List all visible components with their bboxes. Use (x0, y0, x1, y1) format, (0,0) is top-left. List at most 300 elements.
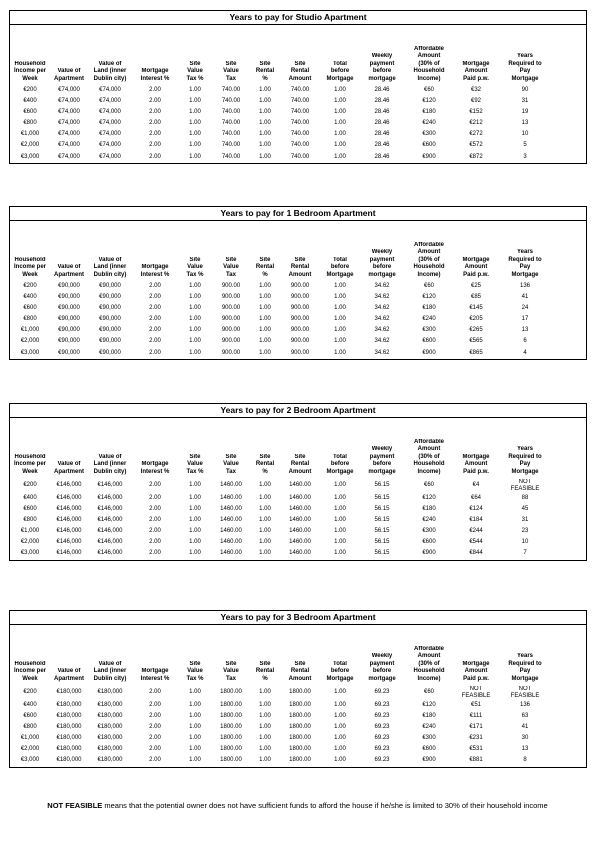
cell-years-required: 24 (521, 305, 529, 312)
column-header-site-rental-amount: Site Rental Amount (288, 256, 312, 278)
cell-value-of-land: €180,000 (97, 735, 123, 742)
cell-total-before-mortgage: 1.00 (334, 142, 346, 149)
cell-years-required: 30 (521, 735, 529, 742)
cell-affordable-amount: €900 (422, 153, 436, 160)
cell-value-of-land: €90,000 (99, 305, 121, 312)
cell-years-required: 3 (523, 153, 527, 160)
cell-site-value-tax-pct: 1.00 (189, 517, 201, 524)
cell-value-of-apartment: €90,000 (58, 283, 80, 289)
cell-value-of-land: €90,000 (99, 283, 121, 289)
cell-mortgage-paid-pw: €85 (470, 294, 481, 301)
column-header-weekly-payment: Weekly payment before mortgage (368, 249, 396, 278)
cell-mortgage-interest: 2.00 (149, 327, 161, 334)
table-row (10, 96, 586, 107)
cell-site-value-tax: 740.00 (221, 153, 241, 160)
table-header-row (10, 625, 586, 685)
column-header-total-before-mortgage: Total before Mortgage (326, 60, 354, 82)
table-title: Years to pay for 2 Bedroom Apartment (10, 404, 586, 418)
cell-site-value-tax: 900.00 (221, 327, 241, 334)
cell-mortgage-paid-pw: €531 (469, 746, 483, 753)
table-row (10, 548, 586, 559)
cell-total-before-mortgage: 1.00 (334, 98, 346, 105)
cell-site-value-tax-pct: 1.00 (189, 702, 201, 708)
cell-income-per-week: €1,000 (20, 131, 40, 138)
cell-affordable-amount: €240 (422, 316, 436, 323)
cell-site-rental-pct: 1.00 (259, 305, 271, 312)
cell-value-of-land: €90,000 (99, 338, 121, 345)
cell-mortgage-interest: 2.00 (149, 109, 161, 116)
column-header-weekly-payment: Weekly payment before mortgage (368, 653, 396, 682)
cell-mortgage-interest: 2.00 (149, 757, 161, 764)
column-header-affordable-amount: Affordable Amount (30% of Household Income) (413, 241, 445, 278)
cell-value-of-land: €90,000 (99, 349, 121, 356)
cell-total-before-mortgage: 1.00 (334, 87, 346, 93)
cell-mortgage-interest: 2.00 (149, 713, 161, 720)
table-2-bedroom (9, 403, 587, 561)
cell-site-value-tax: 1460.00 (220, 517, 242, 524)
cell-total-before-mortgage: 1.00 (334, 713, 346, 720)
cell-value-of-apartment: €180,000 (56, 746, 82, 753)
cell-affordable-amount: €120 (422, 495, 436, 501)
cell-weekly-payment: 34.62 (374, 316, 390, 323)
cell-value-of-land: €180,000 (97, 713, 123, 720)
cell-site-rental-pct: 1.00 (259, 506, 271, 513)
cell-site-value-tax: 900.00 (221, 294, 241, 301)
table-header-row (10, 25, 586, 85)
cell-weekly-payment: 69.23 (374, 688, 390, 695)
cell-years-required: 7 (523, 550, 527, 557)
cell-total-before-mortgage: 1.00 (334, 109, 346, 116)
column-header-affordable-amount: Affordable Amount (30% of Household Income) (413, 45, 445, 82)
cell-site-value-tax-pct: 1.00 (189, 142, 201, 149)
column-header-mortgage-paid-pw: Mortgage Amount Paid p.w. (462, 660, 490, 682)
column-header-total-before-mortgage: Total before Mortgage (326, 453, 354, 475)
cell-site-value-tax: 900.00 (221, 316, 241, 323)
cell-mortgage-interest: 2.00 (149, 746, 161, 753)
cell-mortgage-paid-pw: €51 (470, 702, 481, 708)
cell-years-required: 5 (523, 142, 527, 149)
cell-site-rental-pct: 1.00 (259, 338, 271, 345)
cell-years-required: 17 (521, 316, 529, 323)
cell-value-of-land: €74,000 (99, 120, 121, 127)
cell-weekly-payment: 69.23 (374, 735, 390, 742)
cell-years-required: 136 (519, 283, 530, 289)
cell-site-value-tax-pct: 1.00 (189, 713, 201, 720)
cell-affordable-amount: €60 (423, 87, 434, 93)
cell-value-of-land: €74,000 (99, 131, 121, 138)
cell-weekly-payment: 28.46 (374, 98, 390, 105)
cell-weekly-payment: 56.15 (374, 481, 390, 488)
table-row (10, 325, 586, 336)
table-row (10, 118, 586, 129)
cell-years-required: 19 (521, 109, 529, 116)
column-header-site-value-tax-pct: Site Value Tax % (186, 256, 204, 278)
cell-value-of-apartment: €90,000 (58, 338, 80, 345)
cell-weekly-payment: 56.15 (374, 495, 390, 501)
cell-site-value-tax: 900.00 (221, 305, 241, 312)
cell-total-before-mortgage: 1.00 (334, 735, 346, 742)
column-header-income-per-week: Household Income per Week (13, 256, 46, 278)
table-row (10, 685, 586, 700)
cell-total-before-mortgage: 1.00 (334, 517, 346, 524)
cell-income-per-week: €800 (23, 120, 37, 127)
cell-affordable-amount: €120 (422, 702, 436, 708)
table-row (10, 281, 586, 292)
cell-mortgage-interest: 2.00 (149, 120, 161, 127)
column-header-site-value-tax: Site Value Tax (223, 660, 239, 682)
cell-mortgage-paid-pw: €64 (470, 495, 481, 501)
column-header-site-rental-pct: Site Rental % (255, 256, 275, 278)
cell-site-rental-pct: 1.00 (259, 98, 271, 105)
cell-site-rental-pct: 1.00 (259, 316, 271, 323)
cell-mortgage-interest: 2.00 (149, 338, 161, 345)
cell-value-of-land: €180,000 (97, 688, 123, 695)
cell-affordable-amount: €240 (422, 517, 436, 524)
cell-value-of-apartment: €74,000 (58, 142, 80, 149)
column-header-weekly-payment: Weekly payment before mortgage (368, 446, 396, 475)
cell-mortgage-paid-pw: €231 (469, 735, 483, 742)
cell-total-before-mortgage: 1.00 (334, 316, 346, 323)
table-row (10, 711, 586, 722)
cell-weekly-payment: 28.46 (374, 153, 390, 160)
cell-mortgage-interest: 2.00 (149, 528, 161, 535)
cell-value-of-apartment: €180,000 (56, 688, 82, 695)
cell-mortgage-paid-pw: €244 (469, 528, 483, 535)
cell-total-before-mortgage: 1.00 (334, 131, 346, 138)
cell-income-per-week: €2,000 (20, 142, 40, 149)
cell-affordable-amount: €300 (422, 131, 436, 138)
cell-site-rental-amount: 1800.00 (289, 735, 311, 742)
table-row (10, 526, 586, 537)
table-row (10, 140, 586, 151)
table-row (10, 478, 586, 493)
cell-income-per-week: €600 (23, 506, 37, 513)
cell-years-required: 4 (523, 349, 527, 356)
cell-value-of-apartment: €146,000 (56, 495, 82, 501)
cell-affordable-amount: €600 (422, 539, 436, 546)
cell-income-per-week: €600 (23, 109, 37, 116)
cell-income-per-week: €3,000 (20, 550, 40, 557)
cell-affordable-amount: €120 (422, 294, 436, 301)
cell-weekly-payment: 34.62 (374, 327, 390, 334)
cell-weekly-payment: 34.62 (374, 349, 390, 356)
cell-site-value-tax-pct: 1.00 (189, 109, 201, 116)
cell-value-of-apartment: €90,000 (58, 305, 80, 312)
cell-years-required: NOT FEASIBLE (510, 478, 540, 492)
table-3-bedroom (9, 610, 587, 768)
cell-site-rental-amount: 1460.00 (289, 550, 311, 557)
cell-mortgage-interest: 2.00 (149, 349, 161, 356)
cell-affordable-amount: €600 (422, 338, 436, 345)
cell-mortgage-paid-pw: €872 (469, 153, 483, 160)
column-header-years-required: Years Required to Pay Mortgage (508, 53, 542, 82)
column-header-income-per-week: Household Income per Week (13, 453, 46, 475)
cell-years-required: 41 (521, 724, 529, 731)
column-header-site-value-tax: Site Value Tax (223, 453, 239, 475)
table-row (10, 129, 586, 140)
cell-value-of-apartment: €146,000 (56, 539, 82, 546)
cell-site-rental-amount: 1460.00 (289, 495, 311, 501)
cell-years-required: 31 (521, 517, 529, 524)
cell-mortgage-paid-pw: €572 (469, 142, 483, 149)
cell-site-rental-amount: 1800.00 (289, 746, 311, 753)
cell-weekly-payment: 34.62 (374, 283, 390, 289)
cell-site-rental-pct: 1.00 (259, 688, 271, 695)
cell-site-rental-pct: 1.00 (259, 142, 271, 149)
cell-weekly-payment: 28.46 (374, 120, 390, 127)
column-header-site-rental-amount: Site Rental Amount (288, 60, 312, 82)
cell-site-rental-amount: 1800.00 (289, 757, 311, 764)
column-header-total-before-mortgage: Total before Mortgage (326, 256, 354, 278)
column-header-mortgage-interest: Mortgage Interest % (140, 264, 170, 278)
cell-mortgage-interest: 2.00 (149, 539, 161, 546)
cell-site-rental-amount: 740.00 (290, 109, 310, 116)
column-header-site-rental-pct: Site Rental % (255, 453, 275, 475)
cell-affordable-amount: €600 (422, 142, 436, 149)
cell-weekly-payment: 56.15 (374, 506, 390, 513)
cell-value-of-land: €90,000 (99, 327, 121, 334)
column-header-mortgage-paid-pw: Mortgage Amount Paid p.w. (462, 453, 490, 475)
column-header-total-before-mortgage: Total before Mortgage (326, 660, 354, 682)
column-header-site-value-tax-pct: Site Value Tax % (186, 453, 204, 475)
cell-value-of-apartment: €90,000 (58, 327, 80, 334)
cell-site-rental-amount: 1800.00 (289, 688, 311, 695)
cell-total-before-mortgage: 1.00 (334, 283, 346, 289)
cell-mortgage-interest: 2.00 (149, 688, 161, 695)
column-header-site-rental-amount: Site Rental Amount (288, 453, 312, 475)
cell-value-of-apartment: €146,000 (56, 506, 82, 513)
cell-value-of-apartment: €74,000 (58, 120, 80, 127)
cell-mortgage-interest: 2.00 (149, 142, 161, 149)
cell-mortgage-interest: 2.00 (149, 153, 161, 160)
cell-site-value-tax-pct: 1.00 (189, 506, 201, 513)
footnote (20, 800, 575, 811)
table-row (10, 722, 586, 733)
cell-site-value-tax-pct: 1.00 (189, 724, 201, 731)
cell-income-per-week: €2,000 (20, 746, 40, 753)
cell-site-value-tax-pct: 1.00 (189, 495, 201, 501)
cell-income-per-week: €600 (23, 713, 37, 720)
cell-years-required: NOT FEASIBLE (510, 685, 540, 699)
cell-site-rental-pct: 1.00 (259, 120, 271, 127)
cell-value-of-land: €146,000 (97, 481, 123, 488)
cell-affordable-amount: €300 (422, 735, 436, 742)
cell-mortgage-interest: 2.00 (149, 506, 161, 513)
cell-income-per-week: €200 (23, 481, 37, 488)
column-header-income-per-week: Household Income per Week (13, 60, 46, 82)
column-header-value-of-land: Value of Land (inner Dublin city) (93, 60, 127, 82)
cell-site-rental-pct: 1.00 (259, 713, 271, 720)
cell-value-of-land: €74,000 (99, 109, 121, 116)
column-header-site-rental-pct: Site Rental % (255, 60, 275, 82)
cell-site-rental-pct: 1.00 (259, 153, 271, 160)
cell-site-rental-pct: 1.00 (259, 495, 271, 501)
cell-mortgage-interest: 2.00 (149, 87, 161, 93)
cell-value-of-apartment: €90,000 (58, 349, 80, 356)
cell-weekly-payment: 69.23 (374, 757, 390, 764)
cell-site-value-tax: 1460.00 (220, 550, 242, 557)
cell-site-rental-amount: 740.00 (290, 87, 310, 93)
cell-site-value-tax: 1800.00 (220, 757, 242, 764)
cell-site-rental-pct: 1.00 (259, 131, 271, 138)
table-row (10, 152, 586, 163)
cell-years-required: 8 (523, 757, 527, 764)
cell-mortgage-paid-pw: €4 (472, 481, 480, 488)
cell-site-rental-amount: 900.00 (290, 283, 310, 289)
cell-income-per-week: €200 (23, 87, 37, 93)
cell-income-per-week: €2,000 (20, 338, 40, 345)
cell-value-of-land: €146,000 (97, 539, 123, 546)
cell-affordable-amount: €180 (422, 713, 436, 720)
cell-income-per-week: €800 (23, 517, 37, 524)
table-row (10, 336, 586, 347)
cell-site-rental-pct: 1.00 (259, 109, 271, 116)
cell-mortgage-interest: 2.00 (149, 316, 161, 323)
cell-mortgage-paid-pw: €184 (469, 517, 483, 524)
cell-weekly-payment: 69.23 (374, 724, 390, 731)
cell-site-rental-pct: 1.00 (259, 327, 271, 334)
cell-site-value-tax: 1800.00 (220, 713, 242, 720)
cell-affordable-amount: €300 (422, 528, 436, 535)
cell-mortgage-interest: 2.00 (149, 305, 161, 312)
cell-weekly-payment: 69.23 (374, 702, 390, 708)
cell-site-rental-amount: 1460.00 (289, 528, 311, 535)
column-header-mortgage-paid-pw: Mortgage Amount Paid p.w. (462, 256, 490, 278)
cell-mortgage-interest: 2.00 (149, 98, 161, 105)
cell-income-per-week: €200 (23, 283, 37, 289)
cell-value-of-apartment: €74,000 (58, 153, 80, 160)
table-studio (9, 10, 587, 164)
cell-value-of-land: €146,000 (97, 495, 123, 501)
cell-site-rental-pct: 1.00 (259, 757, 271, 764)
cell-value-of-apartment: €180,000 (56, 757, 82, 764)
column-header-weekly-payment: Weekly payment before mortgage (368, 53, 396, 82)
column-header-income-per-week: Household Income per Week (13, 660, 46, 682)
cell-site-value-tax-pct: 1.00 (189, 746, 201, 753)
cell-mortgage-paid-pw: €544 (469, 539, 483, 546)
cell-income-per-week: €3,000 (20, 349, 40, 356)
cell-mortgage-paid-pw: €92 (470, 98, 481, 105)
cell-site-rental-pct: 1.00 (259, 539, 271, 546)
table-row (10, 314, 586, 325)
cell-income-per-week: €800 (23, 316, 37, 323)
cell-mortgage-interest: 2.00 (149, 702, 161, 708)
cell-site-value-tax: 1800.00 (220, 735, 242, 742)
cell-value-of-land: €146,000 (97, 517, 123, 524)
cell-weekly-payment: 56.15 (374, 539, 390, 546)
cell-site-value-tax-pct: 1.00 (189, 294, 201, 301)
cell-mortgage-interest: 2.00 (149, 131, 161, 138)
cell-site-value-tax-pct: 1.00 (189, 131, 201, 138)
column-header-site-rental-amount: Site Rental Amount (288, 660, 312, 682)
cell-site-rental-pct: 1.00 (259, 87, 271, 93)
cell-site-rental-pct: 1.00 (259, 294, 271, 301)
cell-mortgage-paid-pw: €124 (469, 506, 483, 513)
cell-mortgage-paid-pw: NOT FEASIBLE (461, 685, 491, 699)
cell-years-required: 45 (521, 506, 529, 513)
cell-site-value-tax: 1460.00 (220, 539, 242, 546)
cell-site-value-tax: 900.00 (221, 349, 241, 356)
cell-site-rental-pct: 1.00 (259, 550, 271, 557)
cell-total-before-mortgage: 1.00 (334, 746, 346, 753)
cell-site-rental-amount: 1800.00 (289, 713, 311, 720)
cell-site-rental-amount: 900.00 (290, 294, 310, 301)
cell-mortgage-paid-pw: €111 (469, 713, 483, 720)
cell-total-before-mortgage: 1.00 (334, 757, 346, 764)
table-row (10, 292, 586, 303)
cell-weekly-payment: 34.62 (374, 294, 390, 301)
table-header-row (10, 221, 586, 281)
cell-weekly-payment: 34.62 (374, 305, 390, 312)
footnote-text: means that the potential owner does not have sufficient funds to afford the house if he/she is limited to 30% of their household income (102, 801, 548, 810)
cell-site-rental-amount: 740.00 (290, 98, 310, 105)
cell-total-before-mortgage: 1.00 (334, 153, 346, 160)
column-header-value-of-land: Value of Land (inner Dublin city) (93, 453, 127, 475)
cell-site-rental-pct: 1.00 (259, 702, 271, 708)
cell-value-of-apartment: €90,000 (58, 294, 80, 301)
cell-value-of-land: €74,000 (99, 153, 121, 160)
table-row (10, 85, 586, 96)
cell-income-per-week: €800 (23, 724, 37, 731)
cell-site-rental-amount: 1460.00 (289, 517, 311, 524)
cell-site-value-tax: 740.00 (221, 120, 241, 127)
cell-value-of-apartment: €180,000 (56, 713, 82, 720)
cell-total-before-mortgage: 1.00 (334, 327, 346, 334)
column-header-site-value-tax: Site Value Tax (223, 256, 239, 278)
cell-site-value-tax-pct: 1.00 (189, 120, 201, 127)
cell-years-required: 10 (521, 131, 529, 138)
cell-total-before-mortgage: 1.00 (334, 539, 346, 546)
cell-site-value-tax: 1460.00 (220, 506, 242, 513)
cell-site-value-tax-pct: 1.00 (189, 481, 201, 488)
table-row (10, 348, 586, 359)
cell-site-rental-amount: 740.00 (290, 131, 310, 138)
cell-total-before-mortgage: 1.00 (334, 702, 346, 708)
cell-site-rental-pct: 1.00 (259, 528, 271, 535)
table-row (10, 537, 586, 548)
cell-income-per-week: €1,000 (20, 528, 40, 535)
cell-weekly-payment: 28.46 (374, 131, 390, 138)
cell-site-value-tax: 1460.00 (220, 495, 242, 501)
column-header-value-of-apartment: Value of Apartment (53, 68, 84, 82)
cell-mortgage-paid-pw: €212 (469, 120, 483, 127)
cell-value-of-apartment: €74,000 (58, 131, 80, 138)
column-header-affordable-amount: Affordable Amount (30% of Household Income) (413, 645, 445, 682)
cell-income-per-week: €3,000 (20, 757, 40, 764)
cell-years-required: 23 (521, 528, 529, 535)
cell-site-rental-pct: 1.00 (259, 481, 271, 488)
cell-affordable-amount: €180 (422, 506, 436, 513)
cell-value-of-apartment: €180,000 (56, 735, 82, 742)
cell-site-value-tax: 740.00 (221, 142, 241, 149)
cell-site-value-tax-pct: 1.00 (189, 316, 201, 323)
cell-value-of-land: €90,000 (99, 316, 121, 323)
column-header-site-value-tax-pct: Site Value Tax % (186, 660, 204, 682)
cell-affordable-amount: €240 (422, 724, 436, 731)
cell-years-required: 10 (521, 539, 529, 546)
cell-site-value-tax: 900.00 (221, 283, 241, 289)
cell-income-per-week: €2,000 (20, 539, 40, 546)
column-header-mortgage-interest: Mortgage Interest % (140, 668, 170, 682)
cell-mortgage-paid-pw: €881 (469, 757, 483, 764)
column-header-years-required: Years Required to Pay Mortgage (508, 249, 542, 278)
cell-site-rental-amount: 740.00 (290, 142, 310, 149)
cell-site-rental-amount: 1800.00 (289, 724, 311, 731)
cell-value-of-land: €180,000 (97, 702, 123, 708)
cell-mortgage-paid-pw: €32 (470, 87, 481, 93)
cell-mortgage-interest: 2.00 (149, 550, 161, 557)
cell-years-required: 90 (521, 87, 529, 93)
